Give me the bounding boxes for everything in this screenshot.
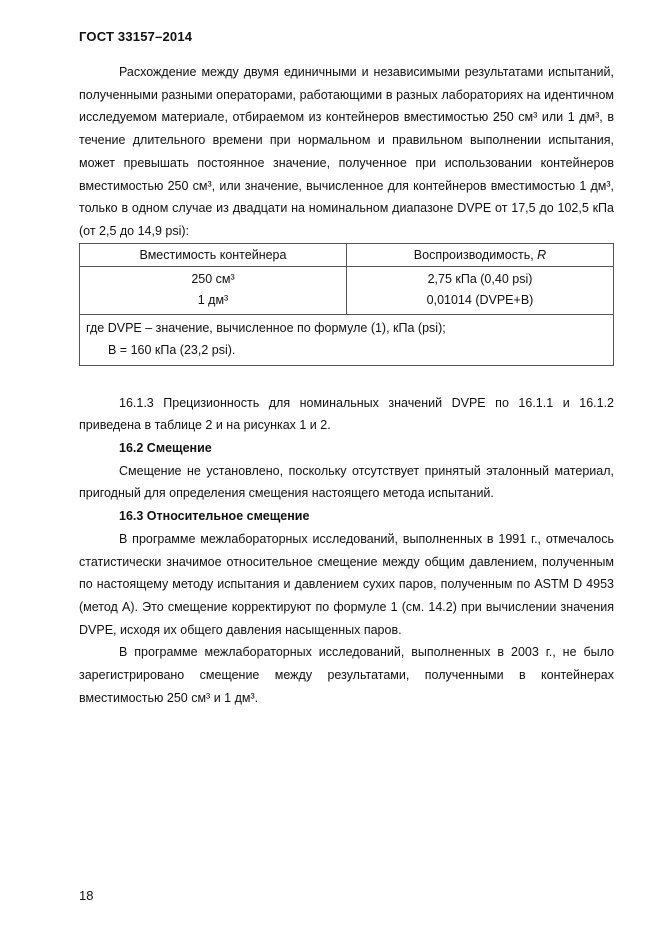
table-cell-capacity: 1 дм³ xyxy=(80,290,347,315)
table-note-line-2: B = 160 кПа (23,2 psi). xyxy=(108,342,236,357)
reproducibility-table xyxy=(79,243,614,366)
paragraph-16-3-b: В программе межлабораторных исследований, выполненных в 2003 г., не было зарегистрировано смещение между результатами, полученными в контейнерах вместимостью 250 см³ и 1 дм³. xyxy=(79,645,614,705)
table-row xyxy=(80,290,614,315)
paragraph-16-2: Смещение не установлено, поскольку отсутствует принятый эталонный материал, пригодный для определения смещения настоящего метода испытаний. xyxy=(79,463,614,501)
table-row xyxy=(80,266,614,290)
table-cell-value: 0,01014 (DVPE+B) xyxy=(347,290,614,315)
paragraph-reproducibility: Расхождение между двумя единичными и независимыми результатами испытаний, полученными разными операторами, работающими в разных лабораториях на идентичном исследуемом материале, отбираемом из контейнеров вместимостью 250 см³ или 1 дм³, в течение длительного времени при нормальном и правильном выполнении испытания, может превышать постоянное значение, полученное при использовании контейнеров вместимостью 250 см³, или значение, вычисленное для контейнеров вместимостью 1 дм³, только в одном случае из двадцати на номинальном диапазоне DVPE от 17,5 до 102,5 кПа (от 2,5 до 14,9 psi): xyxy=(79,65,614,238)
table-note xyxy=(80,314,614,365)
table-cell-value: 2,75 кПа (0,40 psi) xyxy=(347,266,614,290)
table-note-row xyxy=(80,314,614,365)
table-note-line-1: где DVPE – значение, вычисленное по формуле (1), кПа (psi); xyxy=(86,320,446,335)
paragraph-16-3-a: В программе межлабораторных исследований, выполненных в 1991 г., отмечалось статистически значимое относительное смещение между общим давлением, полученным по настоящему методу испытания и давлением сухих паров, полученным по ASTM D 4953 (метод A). Это смещение корректируют по формуле 1 (см. 14.2) при вычислении значения DVPE, исходя их общего давления насыщенных паров. xyxy=(79,531,614,637)
paragraph-16-1-3: 16.1.3 Прецизионность для номинальных значений DVPE по 16.1.1 и 16.1.2 приведена в таблице 2 и на рисунках 1 и 2. xyxy=(79,395,614,433)
section-heading-16-3: 16.3 Относительное смещение xyxy=(119,509,310,524)
table-header-capacity: Вместимость контейнера xyxy=(80,243,347,266)
table-header-row xyxy=(80,243,614,266)
page-body xyxy=(79,61,614,709)
document-header-title: ГОСТ 33157–2014 xyxy=(79,29,193,44)
page-number: 18 xyxy=(79,888,94,903)
section-heading-16-2: 16.2 Смещение xyxy=(119,441,212,456)
table-cell-capacity: 250 см³ xyxy=(80,266,347,290)
table-header-reproducibility: Воспроизводимость, R xyxy=(347,243,614,266)
